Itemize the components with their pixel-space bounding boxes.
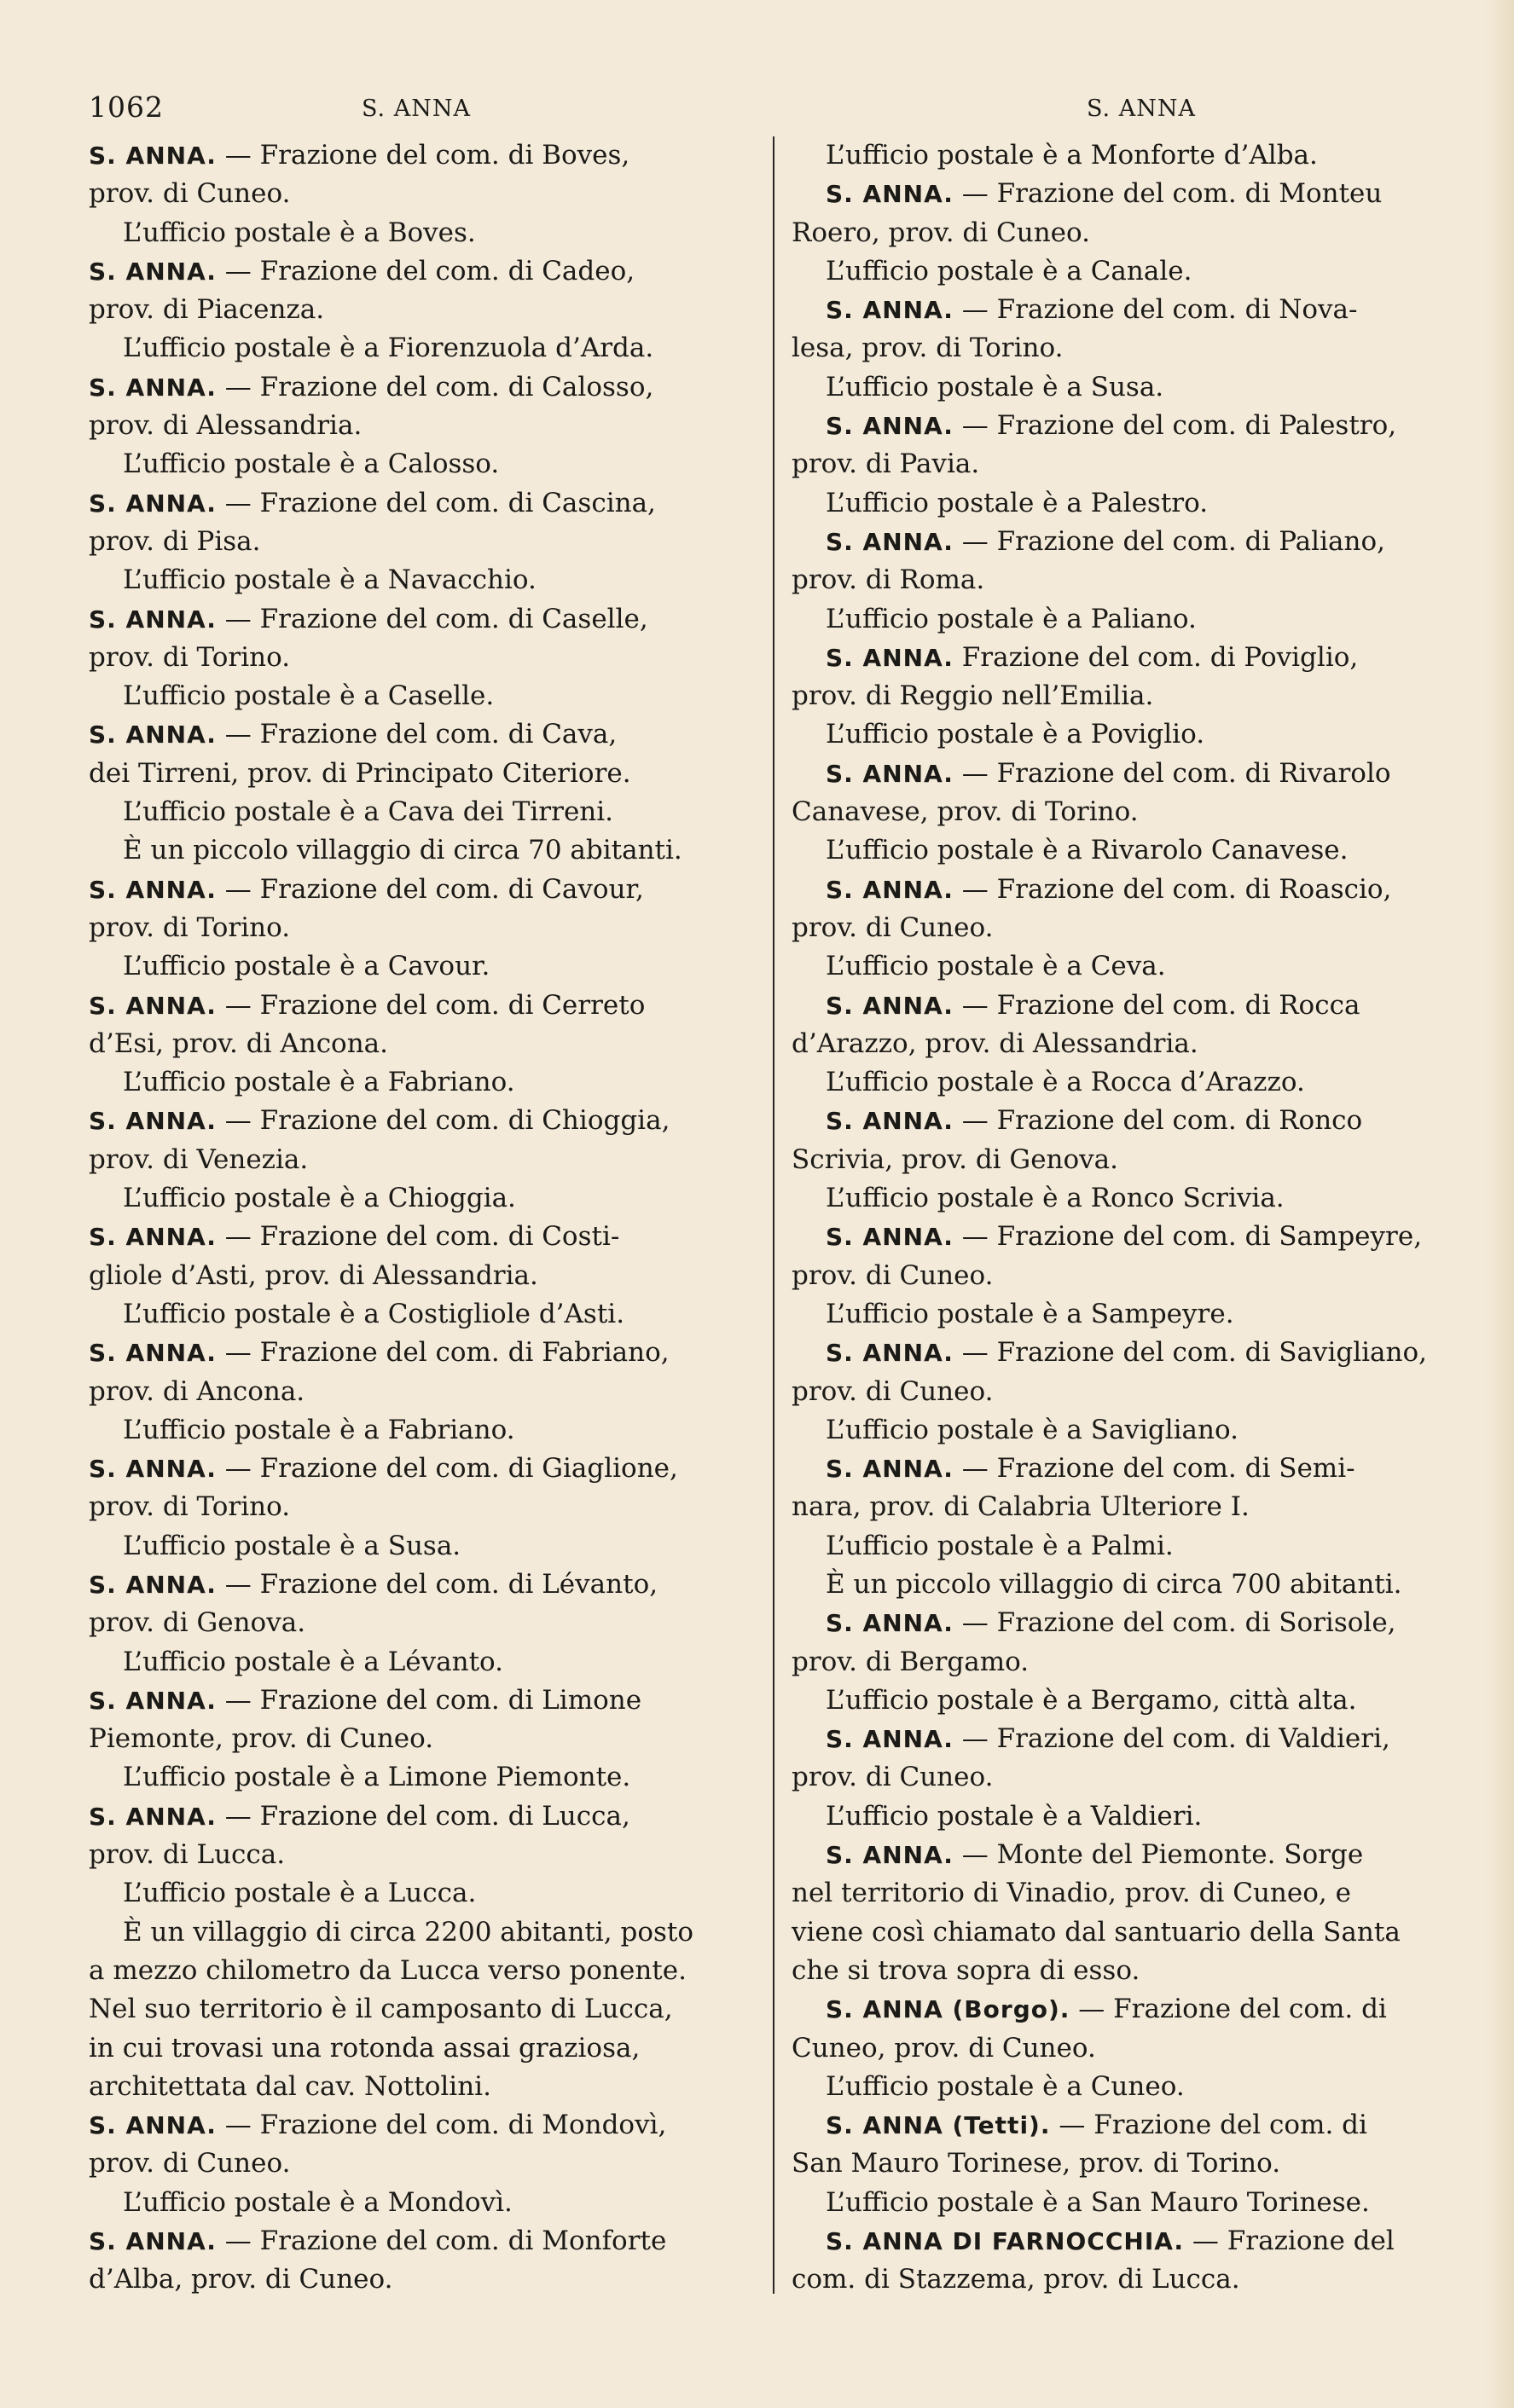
text-line — [89, 1874, 756, 1913]
text-line — [792, 252, 1459, 291]
entry-text: prov. di Bergamo. — [792, 1646, 1030, 1677]
entry-heading: S. ANNA. — [826, 1725, 954, 1754]
text-line — [89, 1566, 756, 1604]
entry-text: prov. di Pavia. — [792, 449, 980, 480]
running-head-right: S. ANNA — [1087, 96, 1196, 122]
entry-text: — Frazione del com. di Savigliano, — [953, 1337, 1428, 1369]
entry-text: L’ufficio postale è a Rivarolo Canavese. — [826, 835, 1349, 866]
entry-text: — Frazione del com. di Cavour, — [216, 873, 644, 905]
entry-text: — Frazione del com. di Monteu — [953, 178, 1383, 210]
entry-text: — Frazione del com. di Mondovì, — [216, 2110, 667, 2141]
text-line — [89, 329, 756, 368]
text-line — [792, 445, 1459, 483]
entry-text: — Frazione del com. di Cascina, — [216, 487, 656, 518]
page-edge-shadow — [1485, 0, 1514, 2408]
entry-text: L’ufficio postale è a Calosso. — [123, 449, 500, 480]
text-line — [89, 909, 756, 947]
entry-text: — Frazione del — [1184, 2226, 1395, 2257]
entry-heading: S. ANNA. — [89, 2111, 217, 2140]
entry-text: — Frazione del com. di Calosso, — [216, 371, 654, 402]
entry-text: L’ufficio postale è a Lucca. — [123, 1878, 477, 1909]
text-line — [792, 1604, 1459, 1642]
text-line — [89, 1411, 756, 1450]
text-line — [792, 1334, 1459, 1372]
entry-text: L’ufficio postale è a San Mauro Torinese. — [826, 2186, 1370, 2218]
text-line — [792, 2222, 1459, 2260]
text-line — [89, 2145, 756, 2183]
entry-heading: S. ANNA. — [826, 1609, 954, 1638]
text-line — [792, 715, 1459, 754]
entry-text: L’ufficio postale è a Costigliole d’Asti. — [123, 1298, 625, 1329]
text-line — [792, 1952, 1459, 1990]
entry-heading: S. ANNA. — [89, 1570, 217, 1599]
entry-text: lesa, prov. di Torino. — [792, 333, 1064, 364]
text-line — [89, 2068, 756, 2106]
text-line — [89, 1797, 756, 1836]
entry-text: — Frazione del com. di Sampeyre, — [953, 1221, 1423, 1253]
text-line — [792, 1179, 1459, 1218]
entry-text: dei Tirreni, prov. di Principato Citeriore. — [89, 757, 631, 789]
entry-heading: S. ANNA. — [89, 257, 217, 286]
entry-text: L’ufficio postale è a Sampeyre. — [826, 1298, 1234, 1329]
text-line — [792, 1643, 1459, 1682]
text-line — [89, 1682, 756, 1720]
entry-text: L’ufficio postale è a Bergamo, città alta. — [826, 1684, 1357, 1716]
entry-text: L’ufficio postale è a Lévanto. — [123, 1646, 504, 1677]
text-line — [89, 1450, 756, 1488]
entry-text: L’ufficio postale è a Mondovì. — [123, 2186, 513, 2218]
entry-text: L’ufficio postale è a Fiorenzuola d’Arda. — [123, 333, 654, 364]
text-line — [792, 755, 1459, 793]
entry-text: prov. di Cuneo. — [792, 912, 994, 943]
text-line — [792, 1797, 1459, 1836]
text-line — [89, 755, 756, 793]
entry-text: prov. di Cuneo. — [792, 1259, 994, 1291]
text-line — [89, 1836, 756, 1874]
text-line — [89, 445, 756, 483]
text-line — [89, 1643, 756, 1682]
text-line — [89, 2222, 756, 2260]
text-line — [89, 831, 756, 870]
text-line — [792, 368, 1459, 407]
text-line — [792, 1295, 1459, 1334]
entry-text: Canavese, prov. di Torino. — [792, 796, 1139, 828]
entry-heading: S. ANNA. — [89, 1107, 217, 1136]
entry-text: — Frazione del com. di Nova- — [953, 294, 1358, 326]
text-line — [792, 1488, 1459, 1526]
text-line — [792, 1990, 1459, 2029]
entry-text: L’ufficio postale è a Palmi. — [826, 1530, 1174, 1561]
text-line — [792, 1450, 1459, 1488]
text-line — [792, 2106, 1459, 2145]
entry-text: — Frazione del com. di Cadeo, — [216, 255, 635, 287]
entry-text: Frazione del com. di Poviglio, — [953, 641, 1359, 673]
text-line — [89, 793, 756, 831]
text-line — [89, 2029, 756, 2068]
entry-text: prov. di Cuneo. — [792, 1762, 994, 1793]
text-line — [89, 1758, 756, 1797]
entry-text: — Frazione del com. di Lévanto, — [216, 1568, 658, 1600]
text-line — [792, 1566, 1459, 1604]
entry-text: — Frazione del com. di Chioggia, — [216, 1105, 670, 1137]
entry-heading: S. ANNA. — [89, 489, 217, 518]
entry-heading: S. ANNA. — [826, 1339, 954, 1368]
text-line — [89, 1952, 756, 1990]
entry-text: — Frazione del com. di Rocca — [953, 989, 1360, 1021]
text-line — [792, 987, 1459, 1025]
entry-text: — Frazione del com. di Cerreto — [216, 989, 646, 1021]
entry-text: — Frazione del com. di Palestro, — [953, 410, 1397, 442]
entry-text: prov. di Cuneo. — [89, 178, 291, 210]
text-line — [89, 1063, 756, 1102]
text-line — [792, 600, 1459, 639]
entry-text: L’ufficio postale è a Ronco Scrivia. — [826, 1183, 1285, 1214]
text-line — [89, 214, 756, 252]
entry-text: L’ufficio postale è a Valdieri. — [826, 1800, 1203, 1832]
entry-text: prov. di Pisa. — [89, 525, 261, 557]
text-line — [89, 639, 756, 677]
entry-text: Cuneo, prov. di Cuneo. — [792, 2032, 1096, 2064]
entry-heading: S. ANNA. — [826, 527, 954, 556]
entry-text: L’ufficio postale è a Paliano. — [826, 603, 1197, 634]
entry-heading: S. ANNA. — [826, 759, 954, 788]
text-line — [792, 1836, 1459, 1874]
entry-text: L’ufficio postale è a Rocca d’Arazzo. — [826, 1067, 1305, 1098]
entry-text: d’Alba, prov. di Cuneo. — [89, 2264, 393, 2295]
entry-heading: S. ANNA. — [826, 643, 954, 672]
page-number: 1062 — [89, 90, 164, 124]
text-line — [89, 2106, 756, 2145]
entry-text: — Frazione del com. di Boves, — [216, 140, 630, 171]
entry-text: prov. di Torino. — [89, 641, 291, 673]
entry-text: prov. di Ancona. — [89, 1375, 305, 1407]
entry-text: d’Esi, prov. di Ancona. — [89, 1027, 389, 1059]
text-line — [792, 484, 1459, 523]
text-line — [792, 407, 1459, 445]
entry-text: nel territorio di Vinadio, prov. di Cuneo, e — [792, 1878, 1351, 1909]
text-line — [89, 987, 756, 1025]
text-line — [89, 484, 756, 523]
left-column — [89, 136, 756, 2300]
entry-heading: S. ANNA. — [89, 1455, 217, 1484]
text-line — [89, 947, 756, 986]
entry-text: L’ufficio postale è a Poviglio. — [826, 719, 1205, 750]
text-line — [792, 2145, 1459, 2183]
text-line — [89, 1141, 756, 1179]
entry-heading: S. ANNA (Tetti). — [826, 2111, 1051, 2140]
text-line — [792, 1913, 1459, 1952]
entry-text: — Frazione del com. di Fabriano, — [216, 1337, 670, 1369]
text-line — [89, 1179, 756, 1218]
text-line — [89, 561, 756, 599]
running-head-left: S. ANNA — [362, 96, 471, 122]
text-line — [89, 175, 756, 213]
entry-heading: S. ANNA. — [826, 1455, 954, 1484]
entry-text: — Frazione del com. di Roascio, — [953, 873, 1392, 905]
entry-heading: S. ANNA. — [89, 875, 217, 904]
entry-text: prov. di Venezia. — [89, 1143, 309, 1175]
entry-heading: S. ANNA. — [826, 412, 954, 441]
entry-text: — Frazione del com. di — [1050, 2110, 1367, 2141]
entry-heading: S. ANNA. — [826, 875, 954, 904]
right-column — [792, 136, 1459, 2300]
entry-heading: S. ANNA (Borgo). — [826, 1995, 1070, 2024]
text-line — [89, 1720, 756, 1758]
entry-heading: S. ANNA. — [89, 605, 217, 634]
entry-text: L’ufficio postale è a Cavour. — [123, 951, 490, 982]
entry-text: in cui trovasi una rotonda assai graziosa, — [89, 2032, 641, 2064]
entry-heading: S. ANNA. — [89, 1802, 217, 1831]
entry-text: San Mauro Torinese, prov. di Torino. — [792, 2148, 1281, 2179]
entry-heading: S. ANNA. — [826, 1841, 954, 1870]
entry-text: L’ufficio postale è a Fabriano. — [123, 1067, 515, 1098]
entry-text: Scrivia, prov. di Genova. — [792, 1143, 1119, 1175]
entry-text: com. di Stazzema, prov. di Lucca. — [792, 2264, 1240, 2295]
text-line — [792, 1373, 1459, 1411]
text-line — [89, 1025, 756, 1063]
text-line — [792, 329, 1459, 368]
entry-text: Roero, prov. di Cuneo. — [792, 217, 1090, 248]
entry-heading: S. ANNA. — [826, 1107, 954, 1136]
entry-text: prov. di Roma. — [792, 564, 985, 596]
text-line — [792, 1682, 1459, 1720]
entry-heading: S. ANNA. — [89, 1339, 217, 1368]
entry-text: — Frazione del com. di Lucca, — [216, 1800, 630, 1832]
text-line — [792, 1102, 1459, 1140]
text-line — [792, 793, 1459, 831]
entry-heading: S. ANNA DI FARNOCCHIA. — [826, 2227, 1185, 2256]
text-line — [89, 600, 756, 639]
entry-heading: S. ANNA. — [826, 180, 954, 209]
entry-text: Nel suo territorio è il camposanto di Lucca, — [89, 1994, 673, 2025]
column-divider — [773, 136, 774, 2294]
entry-text: — Frazione del com. di Giaglione, — [216, 1453, 678, 1485]
text-line — [792, 1141, 1459, 1179]
text-line — [89, 1373, 756, 1411]
text-line — [792, 909, 1459, 947]
text-line — [792, 639, 1459, 677]
text-line — [89, 523, 756, 561]
entry-text: — Frazione del com. di Limone — [216, 1684, 642, 1716]
entry-text: Piemonte, prov. di Cuneo. — [89, 1723, 434, 1755]
entry-text: d’Arazzo, prov. di Alessandria. — [792, 1027, 1198, 1059]
entry-text: È un piccolo villaggio di circa 700 abitanti. — [826, 1568, 1402, 1600]
text-line — [89, 871, 756, 909]
entry-text: a mezzo chilometro da Lucca verso ponente. — [89, 1954, 687, 1986]
text-line — [792, 523, 1459, 561]
entry-heading: S. ANNA. — [89, 1686, 217, 1715]
text-line — [89, 2260, 756, 2299]
entry-text: L’ufficio postale è a Ceva. — [826, 951, 1166, 982]
entry-heading: S. ANNA. — [826, 1223, 954, 1252]
entry-text: — Frazione del com. di Caselle, — [216, 603, 648, 634]
text-line — [792, 2068, 1459, 2106]
entry-text: L’ufficio postale è a Boves. — [123, 217, 476, 248]
entry-text: L’ufficio postale è a Navacchio. — [123, 564, 537, 596]
entry-text: È un villaggio di circa 2200 abitanti, posto — [123, 1916, 694, 1948]
text-line — [89, 1604, 756, 1642]
entry-text: — Frazione del com. di Semi- — [953, 1453, 1355, 1485]
entry-text: prov. di Cuneo. — [792, 1375, 994, 1407]
entry-text: L’ufficio postale è a Savigliano. — [826, 1414, 1238, 1445]
text-line — [89, 1218, 756, 1256]
text-line — [89, 368, 756, 407]
entry-text: L’ufficio postale è a Caselle. — [123, 680, 495, 712]
entry-text: L’ufficio postale è a Fabriano. — [123, 1414, 515, 1445]
text-line — [89, 1295, 756, 1334]
entry-heading: S. ANNA. — [89, 2227, 217, 2256]
text-line — [792, 561, 1459, 599]
entry-text: prov. di Cuneo. — [89, 2148, 291, 2179]
entry-text: L’ufficio postale è a Susa. — [826, 371, 1164, 402]
entry-text: gliole d’Asti, prov. di Alessandria. — [89, 1259, 538, 1291]
text-line — [792, 1257, 1459, 1295]
entry-text: — Frazione del com. di Rivarolo — [953, 757, 1391, 789]
entry-text: L’ufficio postale è a Monforte d’Alba. — [826, 140, 1318, 171]
entry-text: — Frazione del com. di Costi- — [216, 1221, 620, 1253]
entry-text: L’ufficio postale è a Canale. — [826, 255, 1192, 287]
text-line — [89, 1527, 756, 1566]
entry-text: — Frazione del com. di Paliano, — [953, 525, 1385, 557]
text-line — [792, 1758, 1459, 1797]
text-line — [89, 136, 756, 175]
entry-text: È un piccolo villaggio di circa 70 abitanti. — [123, 835, 682, 866]
entry-heading: S. ANNA. — [826, 991, 954, 1020]
entry-text: prov. di Lucca. — [89, 1839, 286, 1871]
entry-heading: S. ANNA. — [826, 296, 954, 325]
text-line — [792, 871, 1459, 909]
text-line — [792, 1527, 1459, 1566]
entry-text: prov. di Alessandria. — [89, 410, 363, 442]
text-line — [89, 677, 756, 715]
text-line — [792, 1063, 1459, 1102]
entry-text: — Frazione del com. di Cava, — [216, 719, 618, 750]
entry-text: — Monte del Piemonte. Sorge — [953, 1839, 1364, 1871]
entry-text: viene così chiamato dal santuario della Santa — [792, 1916, 1401, 1948]
entry-text: prov. di Reggio nell’Emilia. — [792, 680, 1154, 712]
entry-text: L’ufficio postale è a Susa. — [123, 1530, 461, 1561]
text-line — [792, 2029, 1459, 2068]
entry-heading: S. ANNA. — [89, 721, 217, 750]
text-line — [89, 407, 756, 445]
entry-text: prov. di Piacenza. — [89, 294, 325, 326]
text-line — [792, 677, 1459, 715]
entry-text: che si trova sopra di esso. — [792, 1954, 1140, 1986]
entry-text: — Frazione del com. di Sorisole, — [953, 1607, 1396, 1639]
text-line — [89, 1102, 756, 1140]
entry-text: prov. di Genova. — [89, 1607, 306, 1639]
entry-text: L’ufficio postale è a Limone Piemonte. — [123, 1762, 631, 1793]
text-line — [89, 2184, 756, 2222]
entry-heading: S. ANNA. — [89, 991, 217, 1020]
text-line — [89, 1990, 756, 2029]
entry-heading: S. ANNA. — [89, 142, 217, 170]
text-line — [792, 2184, 1459, 2222]
text-line — [792, 1720, 1459, 1758]
text-line — [89, 1334, 756, 1372]
text-line — [89, 715, 756, 754]
entry-text: nara, prov. di Calabria Ulteriore I. — [792, 1491, 1250, 1523]
text-line — [89, 1913, 756, 1952]
entry-heading: S. ANNA. — [89, 373, 217, 402]
entry-text: architettata dal cav. Nottolini. — [89, 2070, 491, 2102]
text-line — [792, 136, 1459, 175]
text-line — [89, 1488, 756, 1526]
text-line — [792, 1025, 1459, 1063]
text-line — [89, 252, 756, 291]
text-line — [792, 291, 1459, 329]
text-line — [792, 2260, 1459, 2299]
text-line — [792, 175, 1459, 213]
text-line — [792, 214, 1459, 252]
entry-text: L’ufficio postale è a Cuneo. — [826, 2070, 1185, 2102]
entry-text: L’ufficio postale è a Cava dei Tirreni. — [123, 796, 614, 828]
entry-heading: S. ANNA. — [89, 1223, 217, 1252]
text-line — [792, 1411, 1459, 1450]
text-line — [792, 947, 1459, 986]
text-line — [89, 291, 756, 329]
entry-text: L’ufficio postale è a Palestro. — [826, 487, 1209, 518]
text-line — [89, 1257, 756, 1295]
entry-text: L’ufficio postale è a Chioggia. — [123, 1183, 516, 1214]
text-line — [792, 1874, 1459, 1913]
entry-text: — Frazione del com. di — [1070, 1994, 1387, 2025]
entry-text: — Frazione del com. di Ronco — [953, 1105, 1363, 1137]
text-line — [792, 831, 1459, 870]
entry-text: prov. di Torino. — [89, 912, 291, 943]
entry-text: — Frazione del com. di Valdieri, — [953, 1723, 1390, 1755]
entry-text: prov. di Torino. — [89, 1491, 291, 1523]
entry-text: — Frazione del com. di Monforte — [216, 2226, 667, 2257]
text-line — [792, 1218, 1459, 1256]
